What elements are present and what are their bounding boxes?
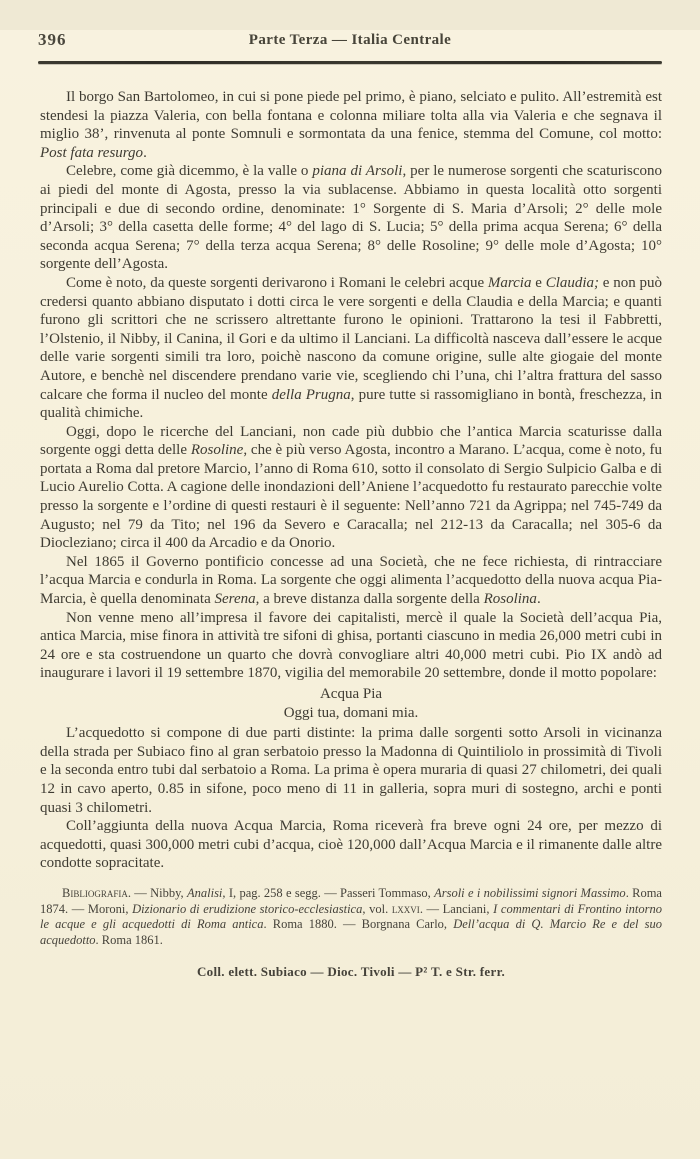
header-rule [38,61,662,64]
footer-line: Coll. elett. Subiaco — Dioc. Tivoli — P² T. e Str. ferr. [196,963,505,979]
paragraph-governo-pontificio: Nel 1865 il Governo pontificio concesse ad una Società, che ne fece richiesta, di rintracciare l’acqua Marcia e condurla in Roma. La sorgente che oggi alimenta l’acquedotto della nuova acqua Pia-Marcia, è quella denominata Serena, a breve distanza dalla sorgente della Rosolina. [40,553,662,608]
paragraph-capitalisti: Non venne meno all’impresa il favore dei capitalisti, mercè il quale la Società dell’acqua Pia, antica Marcia, mise finora in attività tre sifoni di ghisa, portanti ciascuno in media 26,000 metri cubi in 24 ore e sta costruendone un quarto che dovrà convogliare altri 40,000 metri cubi. Pio IX andò ad inaugurare i lavori il 19 settembre 1870, vigilia del memorabile 20 settembre, donde il motto popolare: [40,609,662,682]
running-title: Parte Terza — Italia Centrale [248,32,452,48]
paragraph-aggiunta-marcia: Coll’aggiunta della nuova Acqua Marcia, Roma riceverà fra breve ogni 24 ore, per mezzo di acquedotti, quasi 300,000 metri cubi d’acqua, cioè 120,000 dall’Acqua Marcia e il rimanente dalle altre condotte sopracitate. [40,818,662,872]
motto-line-2: Oggi tua, domani mia. [283,704,419,721]
paragraph-acque-marcia-claudia: Come è noto, da queste sorgenti derivarono i Romani le celebri acque Marcia e Claudia; e non può credersi quanto abbiano disputato i dotti circa le vere sorgenti e della Claudia e della Marcia; e quanti furono gli scrittori che ne scrissero altrettante furono le opinioni. Trattarono la tesi il Fabbretti, l’Olstenio, il Nibby, il Canina, il Gori e da ultimo il Lanciani. La difficoltà nasceva dall’essere le acque delle varie sorgenti simili tra loro, poichè nascono da comune origine, sulle alte giogaie del monte Autore, e benchè nel discendere prendano varie vie, scegliendo chi l’una, chi l’altra frattura del sasso calcare che forma il nucleo del monte della Prugna, pure tutte si rassomigliano in bontà, freschezza, in qualità chimiche. [40,274,662,422]
bibliography: Bibliografia. — Nibby, Analisi, I, pag. 258 e segg. — Passeri Tommaso, Arsoli e i nobilissimi signori Massimo. Roma 1874. — Moroni, Dizionario di erudizione storico-ecclesiastica, vol. lxxvi. — Lanciani, I commentari di Frontino intorno le acque e gli acquedotti di Roma antica. Roma 1880. — Borgnana Carlo, Dell’acqua di Q. Marcio Re e del suo acquedotto. Roma 1861. [40,885,662,948]
page-header [38,30,662,52]
motto-line-1: Acqua Pia [319,686,383,702]
page-number: 396 [38,30,67,49]
paragraph-valle-arsoli: Celebre, come già dicemmo, è la valle o piana di Arsoli, per le numerose sorgenti che scaturiscono ai piedi del monte di Agosta, presso la via sublacense. Abbiamo in questa località otto sorgenti principali e due di secondo ordine, denominate: 1° Sorgente di S. Maria d’Arsoli; 2° delle mole d’Arsoli; 3° della casetta delle forme; 4° del lago di S. Lucia; 5° della prima acqua Serena; 6° della seconda acqua Serena; 7° della terza acqua Serena; 8° delle Rosoline; 9° delle mole d’Agosta; 10° sorgente dell’Agosta. [40,163,662,273]
paragraph-ricerche-lanciani: Oggi, dopo le ricerche del Lanciani, non cade più dubbio che l’antica Marcia scaturisse dalla sorgente oggi detta delle Rosoline, che è più verso Agosta, incontro a Marano. L’acqua, come è noto, fu portata a Roma dal pretore Marcio, l’anno di Roma 610, sotto il consolato di Sergio Sulpicio Galba e di Lucio Aurelio Cotta. A cagione delle inondazioni dell’Aniene l’acquedotto fu restaurato parecchie volte presso la sorgente e l’ordine di questi restauri è il seguente: Nell’anno 721 da Agrippa; nel 745-749 da Augusto; nel 79 da Tito; nel 196 da Severo e Caracalla; nel 212-13 da Caracalla; nel 305-6 da Diocleziano; circa il 400 da Arcadio e da Onorio. [40,423,662,552]
paragraph-acquedotto-parti: L’acquedotto si compone di due parti distinte: la prima dalle sorgenti sotto Arsoli in vicinanza della strada per Subiaco fino al gran serbatoio presso la Madonna di Quintiliolo in prossimità di Tivoli e la seconda entro tubi dal serbatoio a Roma. La prima è opera muraria di quasi 27 chilometri, dei quali 12 in cavo aperto, 0.85 in sifone, poco meno di 11 in galleria, sopra muri di sostegno, archi e ponti quasi 3 chilometri. [40,725,662,816]
paragraph-borgo: Il borgo San Bartolomeo, in cui si pone piede pel primo, è piano, selciato e pulito. All’estremità est stendesi la piazza Valeria, con bella fontana e colonna miliare tolta alla via Valeria e che segnava il miglio 38’, rinvenuta al ponte Somnuli e sormontata da una fenice, stemma del Comune, col motto: Post fata resurgo. [40,89,662,161]
book-page [0,30,700,1159]
motto-block [40,685,662,722]
text-column [40,88,662,873]
